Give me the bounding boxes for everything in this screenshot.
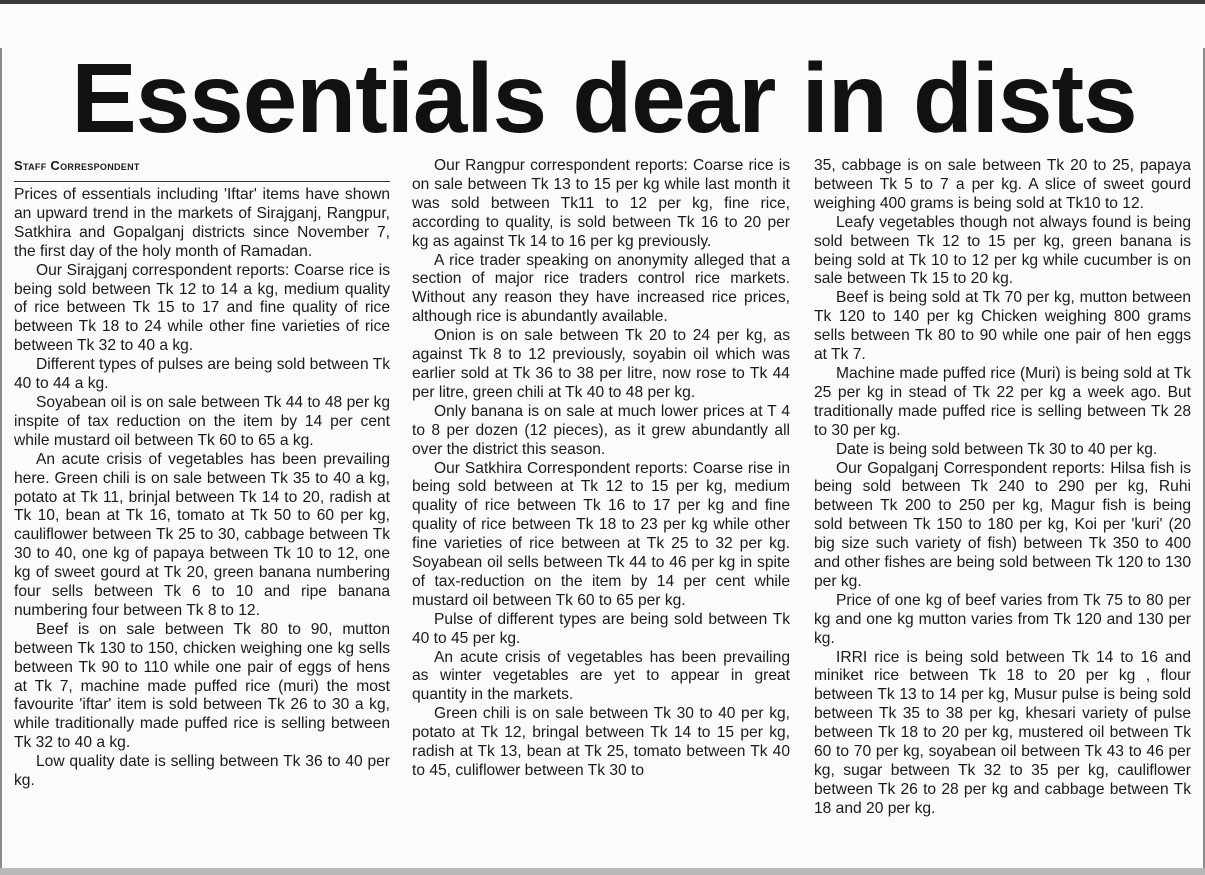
paragraph: Beef is being sold at Tk 70 per kg, mutton between Tk 120 to 140 per kg Chicken weighing 800 grams sells between Tk 80 to 90 while one pair of hen eggs at Tk 7. [814,289,1191,364]
paragraph: Machine made puffed rice (Muri) is being sold at Tk 25 per kg in stead of Tk 22 per kg a week ago. But traditionally made puffed rice is selling between Tk 28 to 30 per kg. [814,364,1191,439]
paragraph: Low quality date is selling between Tk 36 to 40 per kg. [14,753,390,790]
paragraph: Our Satkhira Correspondent reports: Coarse rise in being sold between at Tk 12 to 15 per kg, medium quality of rice between Tk 16 to 17 per kg and fine quality of rice between Tk 18 to 23 per kg while other fine varieties of rice between at Tk 25 to 32 per kg. Soyabean oil sells between Tk 44 to 46 per kg in spite of tax-reduction on the item by 14 per cent while mustard oil between Tk 60 to 65 per kg. [412,459,790,609]
top-rule [0,0,1205,4]
article-column-1 [14,157,390,869]
paragraph: Onion is on sale between Tk 20 to 24 per kg, as against Tk 8 to 12 previously, soyabin oil which was earlier sold at Tk 36 to 38 per litre, now rose to Tk 44 per litre, green chili at Tk 40 to 48 per kg. [412,327,790,401]
paragraph: Leafy vegetables though not always found is being sold between Tk 12 to 15 per kg, green banana is being sold at Tk 10 to 12 per kg while cucumber is on sale between Tk 15 to 20 kg. [814,213,1191,288]
paragraph: Beef is on sale between Tk 80 to 90, mutton between Tk 130 to 150, chicken weighing one kg sells between Tk 90 to 110 while one pair of eggs of hens at Tk 7, machine made puffed rice (muri) the most favourite 'iftar' item is sold between Tk 26 to 30 a kg, while traditionally made puffed rice is selling between Tk 32 to 40 a kg. [14,620,390,752]
paragraph: Date is being sold between Tk 30 to 40 per kg. [836,440,1158,458]
paragraph: Pulse of different types are being sold between Tk 40 to 45 per kg. [412,610,790,647]
headline: Essentials dear in dists [71,43,1137,153]
paragraph: A rice trader speaking on anonymity alleged that a section of major rice traders control rice markets. Without any reason they have increased rice prices, although rice is abundantly available. [412,251,790,326]
paragraph: An acute crisis of vegetables has been prevailing here. Green chili is on sale between Tk 35 to 40 a kg, potato at Tk 11, brinjal between Tk 14 to 20, radish at Tk 10, bean at Tk 16, tomato at Tk 50 to 60 per kg, cauliflower between Tk 25 to 30, cabbage between Tk 30 to 40, one kg of papaya between Tk 10 to 12, one kg of sweet gourd at Tk 20, green banana numbering four sells between Tk 6 to 10 and ripe banana numbering four between Tk 8 to 12. [14,450,390,619]
article-column-3 [814,157,1191,869]
paragraph: Prices of essentials including 'Iftar' items have shown an upward trend in the markets of Sirajganj, Rangpur, Satkhira and Gopalganj districts since November 7, the first day of the holy month of Ramadan. [14,186,390,260]
paragraph: Our Sirajganj correspondent reports: Coarse rice is being sold between Tk 12 to 14 a kg, medium quality of rice between Tk 15 to 17 and fine quality of rice between Tk 18 to 24 while other fine varieties of rice between Tk 32 to 40 a kg. [14,261,390,355]
paragraph: Different types of pulses are being sold between Tk 40 to 44 a kg. [14,356,390,393]
paragraph: Price of one kg of beef varies from Tk 75 to 80 per kg and one kg mutton varies from Tk 120 and 130 per kg. [814,591,1191,647]
paragraph: IRRI rice is being sold between Tk 14 to 16 and miniket rice between Tk 18 to 20 per kg , flour between Tk 13 to 14 per kg, Musur pulse is being sold between Tk 35 to 38 per kg, khesari variety of pulse between Tk 18 to 20 per kg, mustered oil between Tk 60 to 70 per kg, soyabean oil between Tk 43 to 46 per kg, sugar between Tk 32 to 35 per kg, cauliflower between Tk 26 to 28 per kg and cabbage between Tk 18 and 20 per kg. [814,648,1191,817]
paragraph: Soyabean oil is on sale between Tk 44 to 48 per kg inspite of tax reduction on the item by 14 per cent while mustard oil between Tk 60 to 65 a kg. [14,393,390,449]
paragraph: Only banana is on sale at much lower prices at T 4 to 8 per dozen (12 pieces), as it grew abundantly all over the district this season. [412,402,790,458]
paragraph: An acute crisis of vegetables has been prevailing as winter vegetables are yet to appear in great quantity in the markets. [412,648,790,704]
paragraph: Green chili is on sale between Tk 30 to 40 per kg, potato at Tk 12, bringal between Tk 14 to 15 per kg, radish at Tk 13, bean at Tk 25, tomato between Tk 40 to 45, culiflower between Tk 30 to [412,705,790,779]
paragraph: Our Rangpur correspondent reports: Coarse rice is on sale between Tk 13 to 15 per kg while last month it was sold between Tk11 to 12 per kg, fine rice, according to quality, is sold between Tk 16 to 20 per kg as against Tk 14 to 16 per kg previously. [412,157,790,250]
bottom-rule [0,868,1205,875]
paragraph: 35, cabbage is on sale between Tk 20 to 25, papaya between Tk 5 to 7 a per kg. A slice of sweet gourd weighing 400 grams is being sold at Tk10 to 12. [814,157,1191,212]
paragraph: Our Gopalganj Correspondent reports: Hilsa fish is being sold between Tk 240 to 290 per kg, Ruhi between Tk 200 to 250 per kg, Magur fish is being sold between Tk 150 to 180 per kg, Koi per 'kuri' (20 big size such variety of fish) between Tk 350 to 400 and other fishes are being sold between Tk 120 to 130 per kg. [814,459,1191,590]
article-column-2 [412,157,790,869]
page-edge-left [0,48,2,875]
byline: Staff Correspondent [14,157,390,182]
